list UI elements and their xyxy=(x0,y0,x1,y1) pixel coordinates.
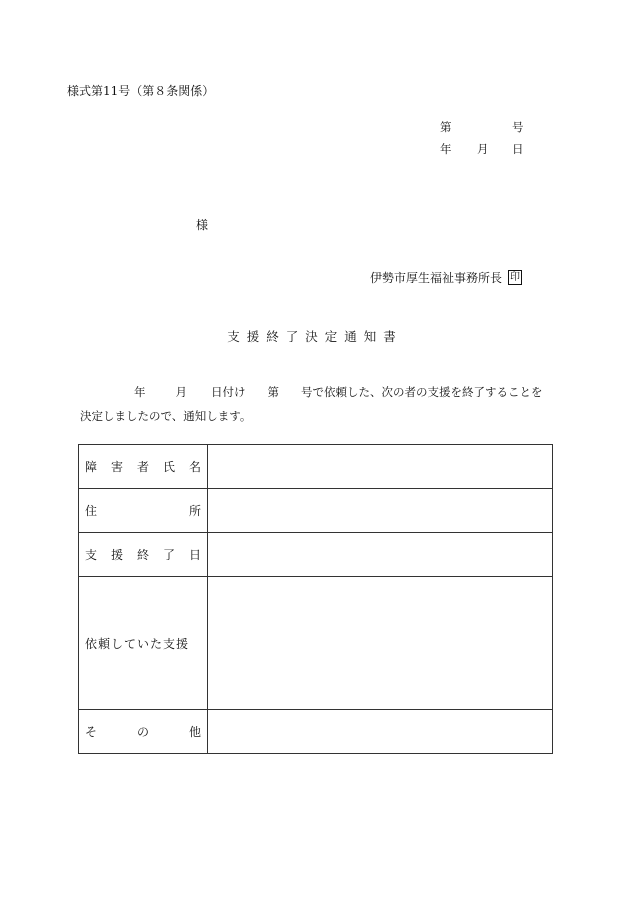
label-char: 日 xyxy=(188,548,201,562)
value-other[interactable] xyxy=(208,710,553,754)
label-requested-support xyxy=(79,577,208,710)
label-char: の xyxy=(136,725,149,739)
label-other xyxy=(79,710,208,754)
label-char: 終 xyxy=(136,548,149,562)
label-char: 支 xyxy=(85,548,98,562)
body-month: 月 xyxy=(175,385,187,399)
label-end-date xyxy=(79,533,208,577)
document-title: 支援終了決定通知書 xyxy=(227,329,403,344)
issuer-block xyxy=(370,269,522,286)
label-text: 依頼していた支援 xyxy=(85,636,190,651)
value-requested-support[interactable] xyxy=(208,577,553,710)
value-address[interactable] xyxy=(208,489,553,533)
label-char: 他 xyxy=(188,725,201,739)
form-number: 様式第11号（第８条関係） xyxy=(67,84,215,98)
value-end-date[interactable] xyxy=(208,533,553,577)
recipient-honorific: 様 xyxy=(196,218,209,232)
table-row xyxy=(79,533,553,577)
table-row xyxy=(79,710,553,754)
body-line1-rest: 号で依頼した、次の者の支援を終了することを xyxy=(301,385,543,399)
reference-number-suffix: 号 xyxy=(512,120,524,134)
reference-date-month: 月 xyxy=(477,142,489,156)
table-row xyxy=(79,489,553,533)
label-person-name xyxy=(79,445,208,489)
reference-date-day: 日 xyxy=(512,142,524,156)
value-person-name[interactable] xyxy=(208,445,553,489)
table-row xyxy=(79,577,553,710)
label-char: 害 xyxy=(110,460,123,474)
label-char: 所 xyxy=(188,504,201,518)
body-number-prefix: 第 xyxy=(267,385,279,399)
label-char: 者 xyxy=(136,460,149,474)
body-line-2: 決定しましたので、通知します。 xyxy=(80,409,252,423)
seal-mark: 印 xyxy=(510,272,521,283)
reference-number-prefix: 第 xyxy=(440,120,452,134)
label-char: 名 xyxy=(188,460,201,474)
issuer-name: 伊勢市厚生福祉事務所長 xyxy=(370,271,503,285)
label-char: そ xyxy=(85,725,98,739)
label-char: 氏 xyxy=(162,460,175,474)
label-char: 援 xyxy=(110,548,123,562)
body-line-1 xyxy=(134,384,543,400)
label-address xyxy=(79,489,208,533)
table-row xyxy=(79,445,553,489)
label-char: 了 xyxy=(162,548,175,562)
label-char: 住 xyxy=(85,504,98,518)
body-dated: 日付け xyxy=(211,385,246,399)
label-char: 障 xyxy=(85,460,98,474)
reference-date-year: 年 xyxy=(440,142,452,156)
body-year: 年 xyxy=(134,385,146,399)
info-table xyxy=(78,444,553,754)
